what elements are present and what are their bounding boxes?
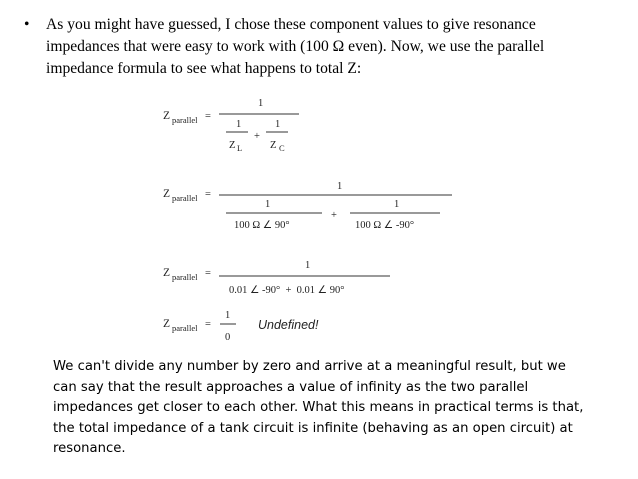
eq2-plus: + xyxy=(331,210,337,221)
conclusion-paragraph xyxy=(53,357,584,460)
lhs-symbol: Z xyxy=(163,110,171,122)
equals-sign: = xyxy=(205,111,211,122)
eq1-term2-num: 1 xyxy=(275,119,281,130)
conclusion-line: resonance. xyxy=(53,441,126,456)
eq2-term2-num: 1 xyxy=(394,199,400,210)
equation-1 xyxy=(163,98,299,153)
conclusion-line: impedances get closer to each other. What this means in practical terms is that, xyxy=(53,400,584,415)
lhs-subscript: parallel xyxy=(172,115,198,125)
eq1-term1-num: 1 xyxy=(236,119,242,130)
intro-line: As you might have guessed, I chose these component values to give resonance xyxy=(46,16,536,33)
eq1-term2-den: Z xyxy=(270,140,277,151)
lhs-symbol: Z xyxy=(163,318,171,330)
conclusion-line: can say that the result approaches a value of infinity as the two parallel xyxy=(53,379,529,395)
lhs-symbol: Z xyxy=(163,188,171,200)
equals-sign: = xyxy=(205,189,211,200)
eq3-denominator: 0.01 ∠ -90° + 0.01 ∠ 90° xyxy=(229,285,345,296)
conclusion-line: the total impedance of a tank circuit is infinite (behaving as an open circuit) at xyxy=(53,420,573,436)
eq4-denominator: 0 xyxy=(225,332,231,343)
eq2-term1-den: 100 Ω ∠ 90° xyxy=(234,220,290,231)
eq1-term1-den: Z xyxy=(229,140,236,151)
eq2-term2-den: 100 Ω ∠ -90° xyxy=(355,220,415,231)
eq2-term1-num: 1 xyxy=(265,199,271,210)
eq4-result: Undefined! xyxy=(258,318,319,332)
intro-line: impedances that were easy to work with (100 Ω even). Now, we use the parallel xyxy=(46,38,545,55)
equation-2 xyxy=(163,181,452,231)
eq2-numerator: 1 xyxy=(337,181,343,192)
eq1-term2-den-sub: C xyxy=(279,143,285,153)
eq4-numerator: 1 xyxy=(225,310,231,321)
lhs-subscript: parallel xyxy=(172,323,198,333)
equation-4 xyxy=(163,310,319,343)
lhs-subscript: parallel xyxy=(172,272,198,282)
lhs-symbol: Z xyxy=(163,267,171,279)
eq1-term1-den-sub: L xyxy=(237,143,243,153)
intro-line: impedance formula to see what happens to total Z: xyxy=(46,60,362,77)
eq3-numerator: 1 xyxy=(305,260,311,271)
equals-sign: = xyxy=(205,268,211,279)
equation-3 xyxy=(163,260,390,296)
bullet-marker: • xyxy=(24,16,30,33)
lhs-subscript: parallel xyxy=(172,193,198,203)
eq1-plus: + xyxy=(254,131,260,142)
equals-sign: = xyxy=(205,319,211,330)
conclusion-line: We can't divide any number by zero and arrive at a meaningful result, but we xyxy=(53,359,566,374)
eq1-numerator: 1 xyxy=(258,98,264,109)
